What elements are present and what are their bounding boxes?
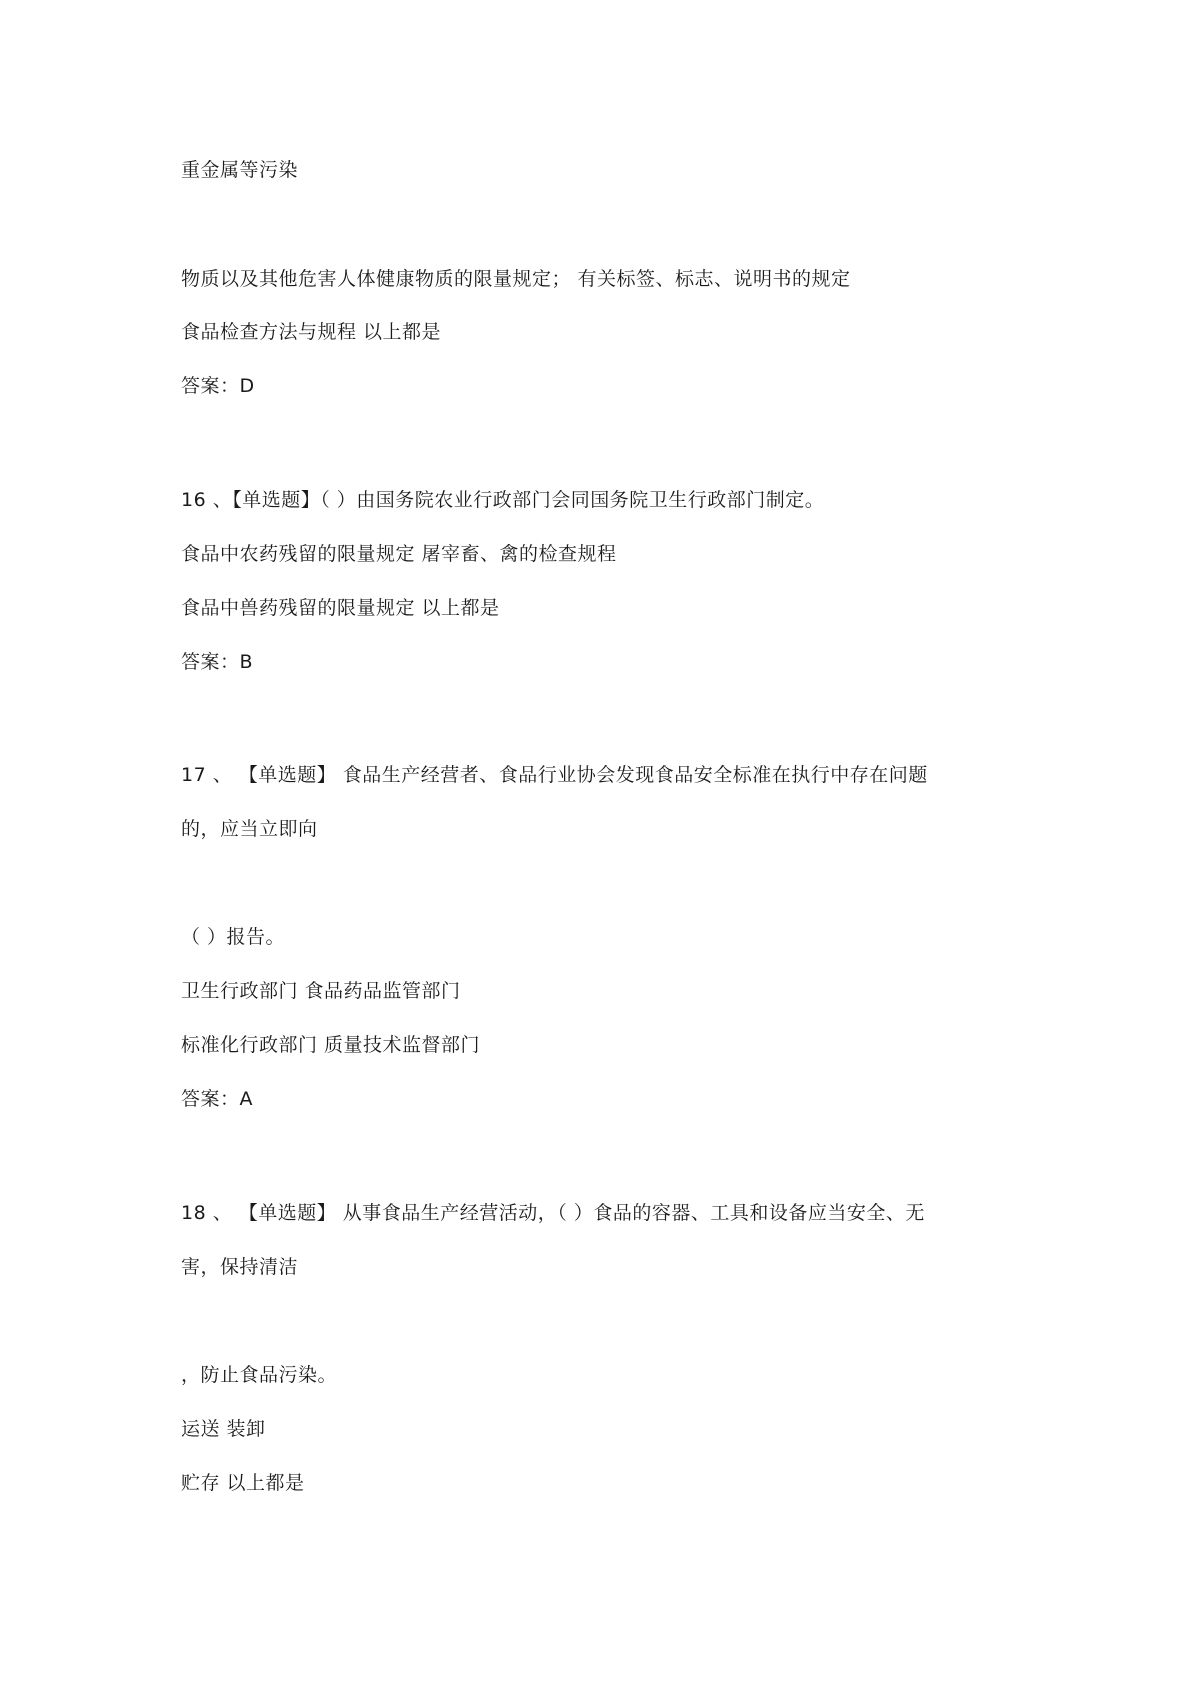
text-line-options: 标准化行政部门 质量技术监督部门 (181, 1034, 481, 1056)
text-line-options: 贮存 以上都是 (181, 1472, 305, 1494)
text-line-options: 食品中兽药残留的限量规定 以上都是 (181, 597, 500, 619)
text-line-options: 食品中农药残留的限量规定 屠宰畜、禽的检查规程 (181, 543, 617, 565)
question-18: 18 、 【单选题】 从事食品生产经营活动，（ ）食品的容器、工具和设备应当安全、无 (181, 1202, 925, 1224)
text-line-options: 卫生行政部门 食品药品监管部门 (181, 980, 461, 1002)
question-18-cont: ，防止食品污染。 (181, 1364, 338, 1386)
text-line-continuation: 重金属等污染 (181, 159, 299, 181)
text-line-options: 物质以及其他危害人体健康物质的限量规定； 有关标签、标志、说明书的规定 (181, 268, 851, 290)
answer-line: 答案：A (181, 1088, 253, 1110)
answer-line: 答案：D (181, 375, 255, 397)
question-17-cont: 的，应当立即向 (181, 818, 318, 840)
answer-line: 答案：B (181, 651, 254, 673)
text-line-options: 食品检查方法与规程 以上都是 (181, 321, 442, 343)
question-16: 16 、【单选题】（ ）由国务院农业行政部门会同国务院卫生行政部门制定。 (181, 489, 825, 511)
question-17-cont: （ ）报告。 (181, 926, 286, 948)
question-17: 17 、 【单选题】 食品生产经营者、食品行业协会发现食品安全标准在执行中存在问题 (181, 764, 928, 786)
text-line-options: 运送 装卸 (181, 1418, 266, 1440)
question-18-cont: 害，保持清洁 (181, 1256, 299, 1278)
